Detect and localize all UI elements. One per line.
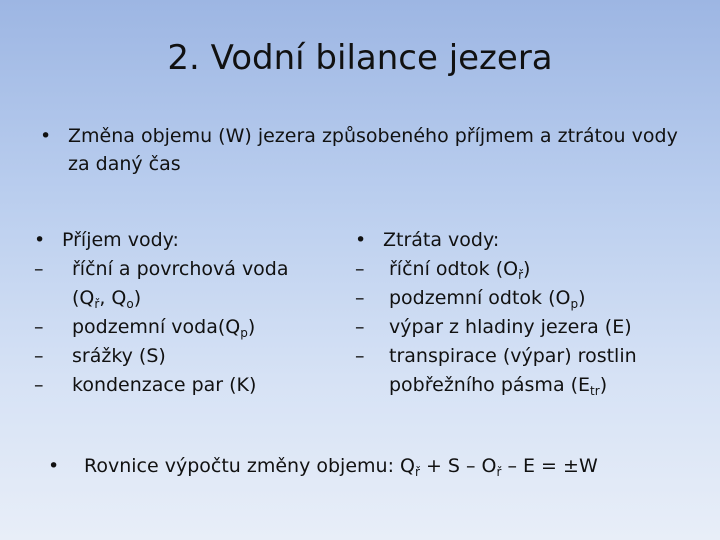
- bullet-icon: •: [355, 229, 367, 251]
- income-heading-row: [34, 226, 324, 255]
- slide-title: 2. Vodní bilance jezera: [167, 38, 553, 78]
- loss-heading-row: [355, 226, 685, 255]
- list-item: [34, 313, 324, 342]
- income-item-text: kondenzace par (K): [72, 374, 257, 396]
- loss-heading: Ztráta vody:: [383, 229, 500, 251]
- list-item: [34, 342, 324, 371]
- dash-icon: –: [34, 258, 44, 280]
- dash-icon: –: [355, 258, 365, 280]
- list-item: [355, 342, 685, 400]
- income-item-label: říční a povrchová voda: [72, 258, 289, 280]
- dash-icon: –: [355, 287, 365, 309]
- dash-icon: –: [34, 374, 44, 396]
- loss-item-text: podzemní odtok $(O_p)$: [389, 287, 586, 311]
- income-item-text: podzemní $voda(Q_p)$: [72, 316, 256, 340]
- income-heading: Příjem vody:: [62, 229, 179, 251]
- income-item-formula: ($Q_ř$, $Q_o$): [72, 287, 142, 311]
- income-item-text: srážky (S): [72, 345, 166, 367]
- intro-bullet-point: [40, 122, 680, 178]
- loss-item-text: výpar z hladiny jezera (E): [389, 316, 632, 338]
- dash-icon: –: [355, 316, 365, 338]
- loss-item-text: říční odtok $(O_ř)$: [389, 258, 531, 282]
- equation-text: Rovnice výpočtu změny objemu: $Q_ř + S - O_ř - E = \pm W$: [84, 455, 598, 479]
- loss-column: [355, 226, 685, 400]
- list-item: [34, 371, 324, 400]
- bullet-icon: •: [48, 455, 60, 477]
- list-item: [34, 255, 324, 313]
- bullet-icon: •: [40, 125, 52, 147]
- dash-icon: –: [34, 345, 44, 367]
- bullet-icon: •: [34, 229, 46, 251]
- loss-item-label: transpirace (výpar) rostlin: [389, 345, 637, 367]
- list-item: [355, 313, 685, 342]
- dash-icon: –: [355, 345, 365, 367]
- dash-icon: –: [34, 316, 44, 338]
- equation-bullet-point: [48, 452, 688, 480]
- loss-item-formula: pobřežního pásma $(E_{tr})$: [389, 374, 608, 398]
- loss-item-text: [355, 342, 685, 400]
- income-column: [34, 226, 324, 400]
- income-item-text: [34, 255, 324, 313]
- list-item: [355, 284, 685, 313]
- list-item: [355, 255, 685, 284]
- intro-text: Změna objemu (W) jezera způsobeného příjmem a ztrátou vody za daný čas: [68, 125, 678, 175]
